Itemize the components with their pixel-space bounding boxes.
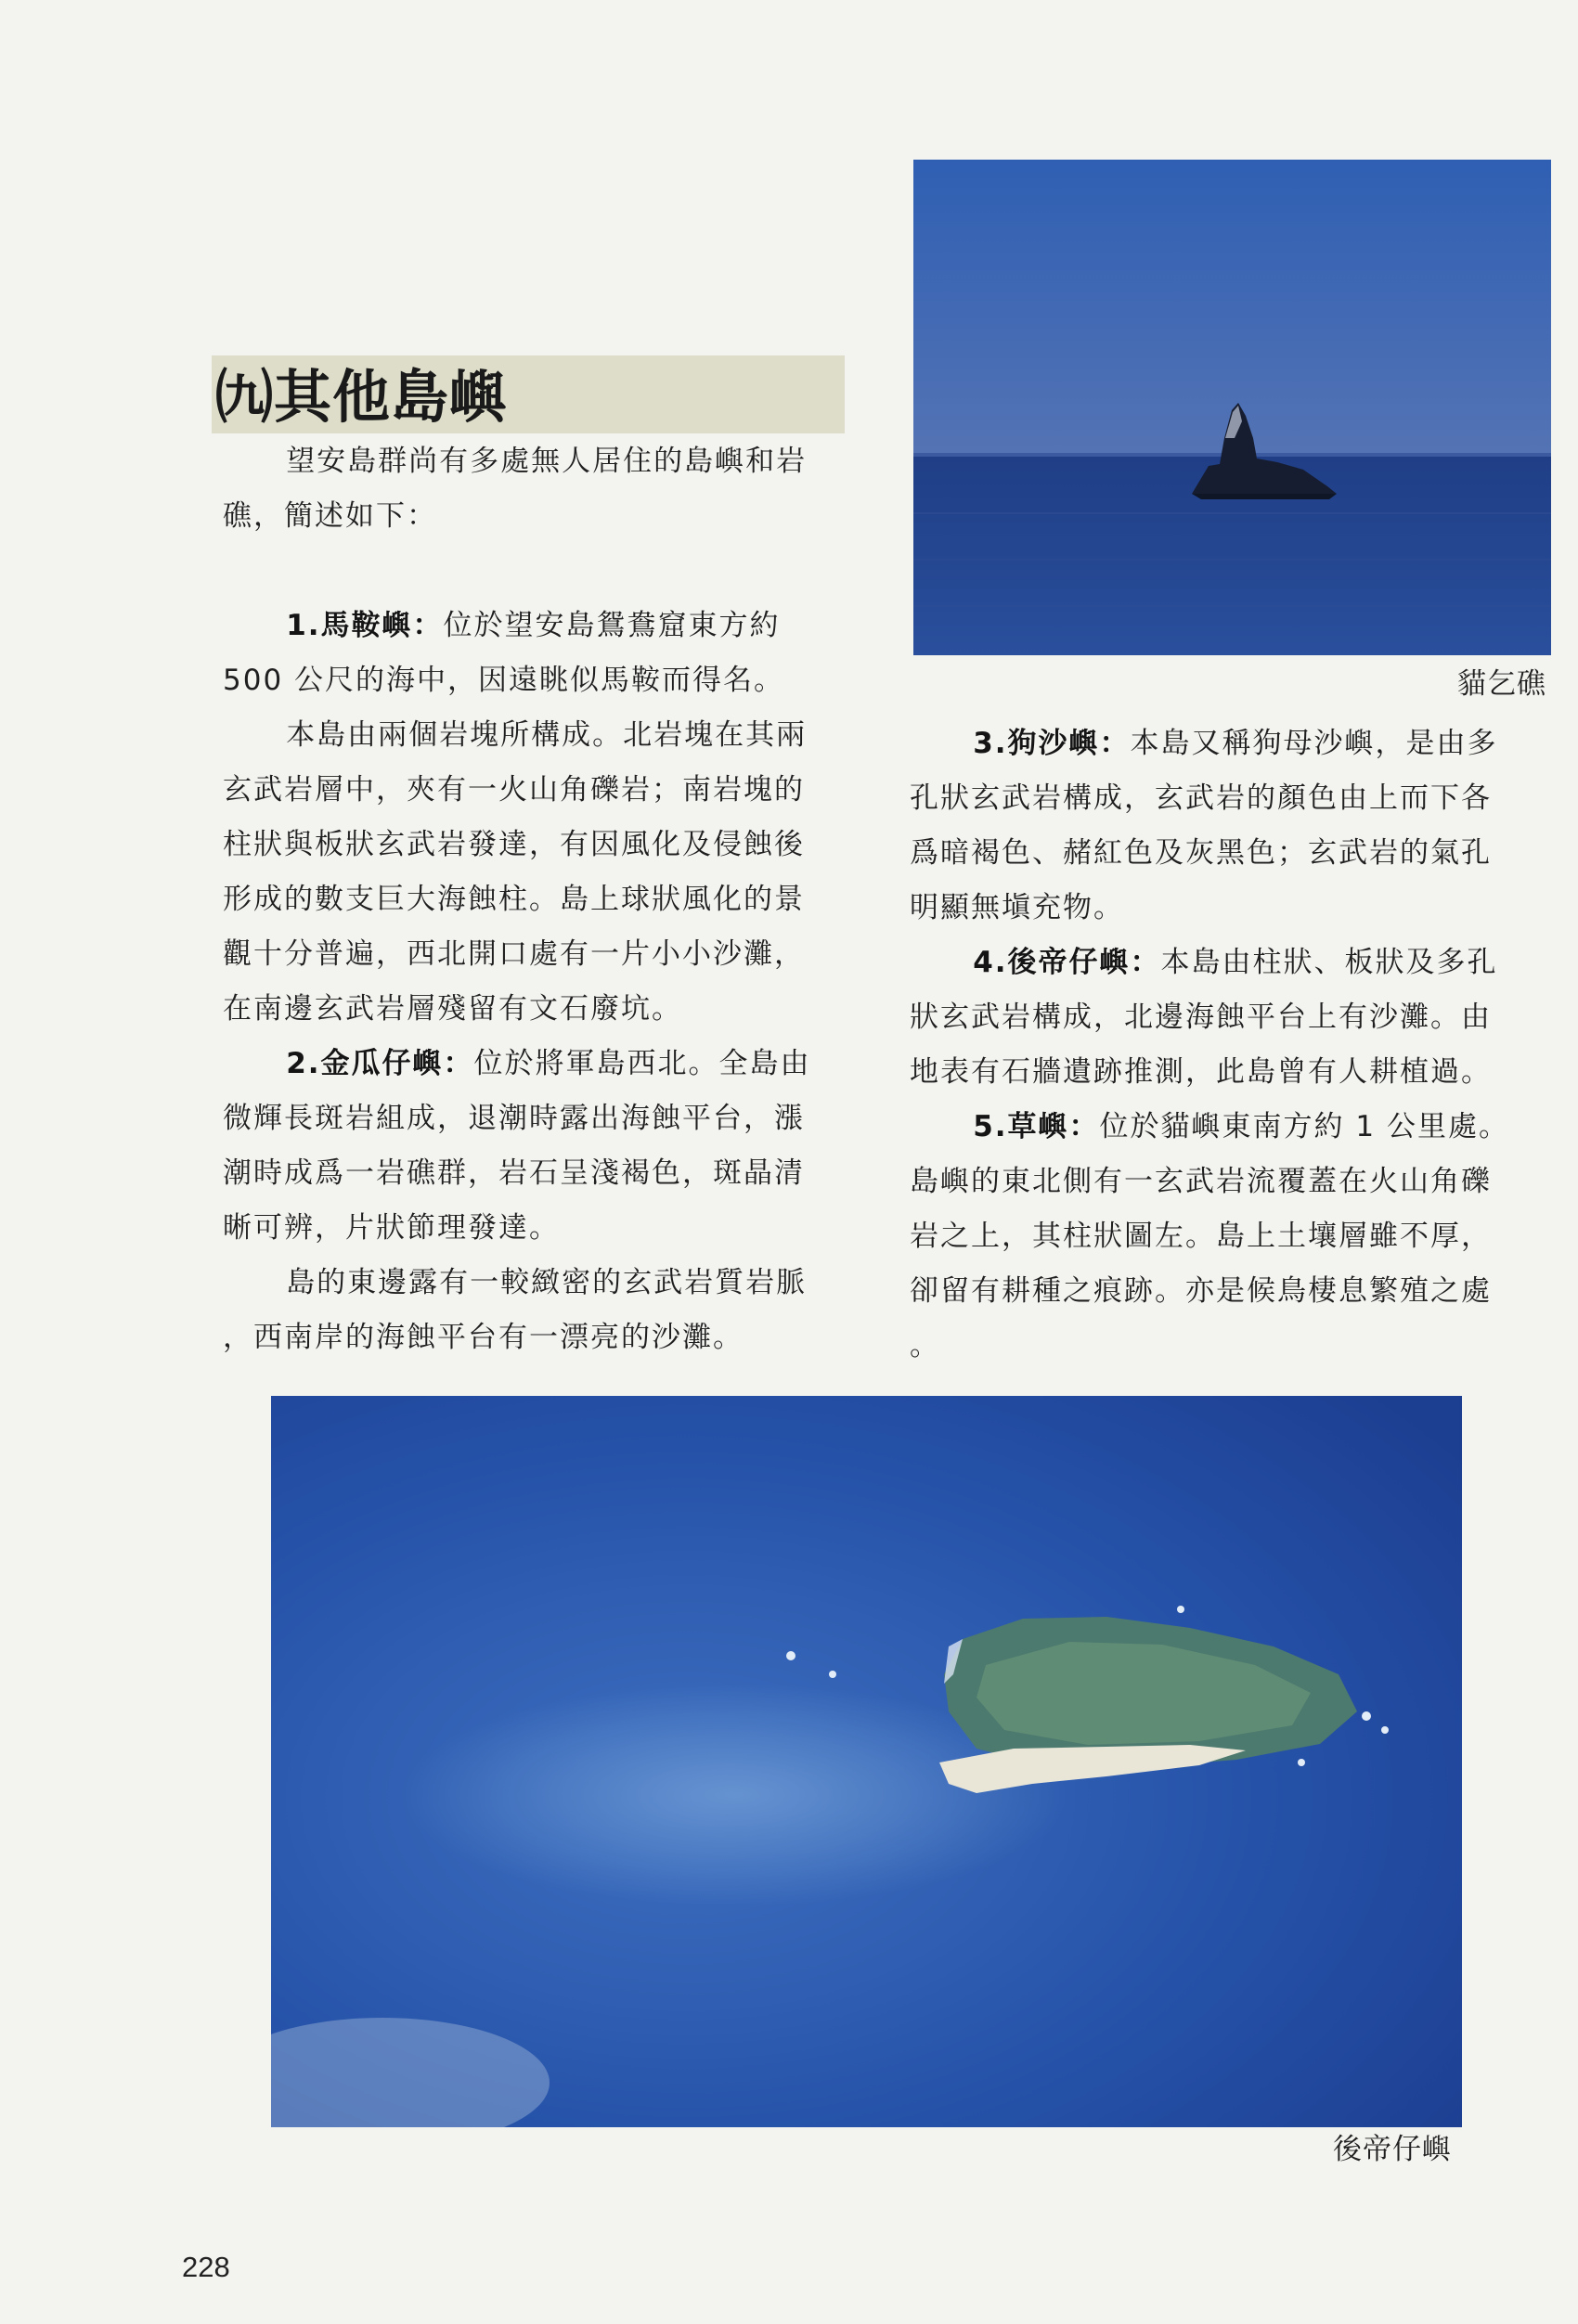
item-5-first-line bbox=[910, 1100, 1543, 1155]
intro-line-2: 礁，簡述如下： bbox=[223, 499, 437, 533]
item-1-text: 位於望安島鴛鴦窟東方約 bbox=[443, 609, 781, 642]
item-5-line-4: 卻留有耕種之痕跡。亦是候鳥棲息繁殖之處 bbox=[910, 1274, 1492, 1308]
item-3-line-3: 爲暗褐色、赭紅色及灰黑色；玄武岩的氣孔 bbox=[910, 836, 1492, 870]
item-5-line-2: 島嶼的東北側有一玄武岩流覆蓋在火山角礫 bbox=[910, 1165, 1492, 1198]
item-1-line-2: 500 公尺的海中，因遠眺似馬鞍而得名。 bbox=[223, 664, 785, 697]
item-2-line-3: 潮時成爲一岩礁群，岩石呈淺褐色，斑晶清 bbox=[223, 1156, 805, 1190]
left-text-column bbox=[223, 434, 863, 1365]
caption-houdizai-islet: 後帝仔嶼 bbox=[1333, 2133, 1452, 2166]
page-number: 228 bbox=[182, 2251, 230, 2283]
caption-cat-rock: 貓乞礁 bbox=[1457, 667, 1546, 701]
section-heading: ㈨其他島嶼 bbox=[215, 363, 509, 431]
item-5-text: 位於貓嶼東南方約 1 公里處。 bbox=[1099, 1110, 1509, 1143]
item-5-line-5: 。 bbox=[910, 1329, 940, 1362]
item-2-lead: 2.金瓜仔嶼： bbox=[286, 1047, 474, 1080]
item-5-line-3: 岩之上，其柱狀圖左。島上土壤層雖不厚， bbox=[910, 1220, 1492, 1253]
item-4-text: 本島由柱狀、板狀及多孔 bbox=[1160, 946, 1498, 979]
intro-line-1: 望安島群尚有多處無人居住的島嶼和岩 bbox=[286, 445, 808, 478]
item-3-first-line bbox=[910, 717, 1543, 771]
item-3-text: 本島又稱狗母沙嶼，是由多 bbox=[1130, 727, 1498, 760]
photo-houdizai-islet-image bbox=[271, 1396, 1462, 2127]
item-2-first-line bbox=[223, 1037, 863, 1091]
item-1-lead: 1.馬鞍嶼： bbox=[286, 609, 444, 642]
item-1-para2-line-2: 玄武岩層中，夾有一火山角礫岩；南岩塊的 bbox=[223, 773, 805, 807]
item-1-para2-line-5: 觀十分普遍，西北開口處有一片小小沙灘， bbox=[223, 937, 805, 971]
item-1-para2-line-4: 形成的數支巨大海蝕柱。島上球狀風化的景 bbox=[223, 883, 805, 916]
item-1-first-line bbox=[223, 599, 863, 653]
item-4-line-2: 狀玄武岩構成，北邊海蝕平台上有沙灘。由 bbox=[910, 1001, 1492, 1034]
item-2-para2-line-2: ，西南岸的海蝕平台有一漂亮的沙灘。 bbox=[223, 1321, 744, 1354]
item-5-lead: 5.草嶼： bbox=[973, 1110, 1100, 1143]
photo-cat-rock bbox=[913, 160, 1551, 655]
item-3-line-2: 孔狀玄武岩構成，玄武岩的顏色由上而下各 bbox=[910, 781, 1492, 815]
item-2-line-4: 晰可辨，片狀節理發達。 bbox=[223, 1211, 560, 1245]
item-1-para2-line-3: 柱狀與板狀玄武岩發達，有因風化及侵蝕後 bbox=[223, 828, 805, 861]
item-1-para2-line-1: 本島由兩個岩塊所構成。北岩塊在其兩 bbox=[286, 718, 808, 752]
item-2-para2-line-1: 島的東邊露有一較緻密的玄武岩質岩脈 bbox=[286, 1266, 808, 1299]
right-text-column bbox=[910, 717, 1543, 1374]
item-3-lead: 3.狗沙嶼： bbox=[973, 727, 1131, 760]
item-4-lead: 4.後帝仔嶼： bbox=[973, 946, 1161, 979]
item-4-line-3: 地表有石牆遺跡推測，此島曾有人耕植過。 bbox=[910, 1055, 1492, 1089]
photo-houdizai-islet bbox=[271, 1396, 1462, 2127]
item-2-line-2: 微輝長斑岩組成，退潮時露出海蝕平台，漲 bbox=[223, 1102, 805, 1135]
item-2-text: 位於將軍島西北。全島由 bbox=[473, 1047, 811, 1080]
item-1-para2-line-6: 在南邊玄武岩層殘留有文石廢坑。 bbox=[223, 992, 682, 1026]
item-3-line-4: 明顯無塡充物。 bbox=[910, 891, 1124, 924]
photo-cat-rock-image bbox=[913, 160, 1551, 655]
item-4-first-line bbox=[910, 936, 1543, 990]
